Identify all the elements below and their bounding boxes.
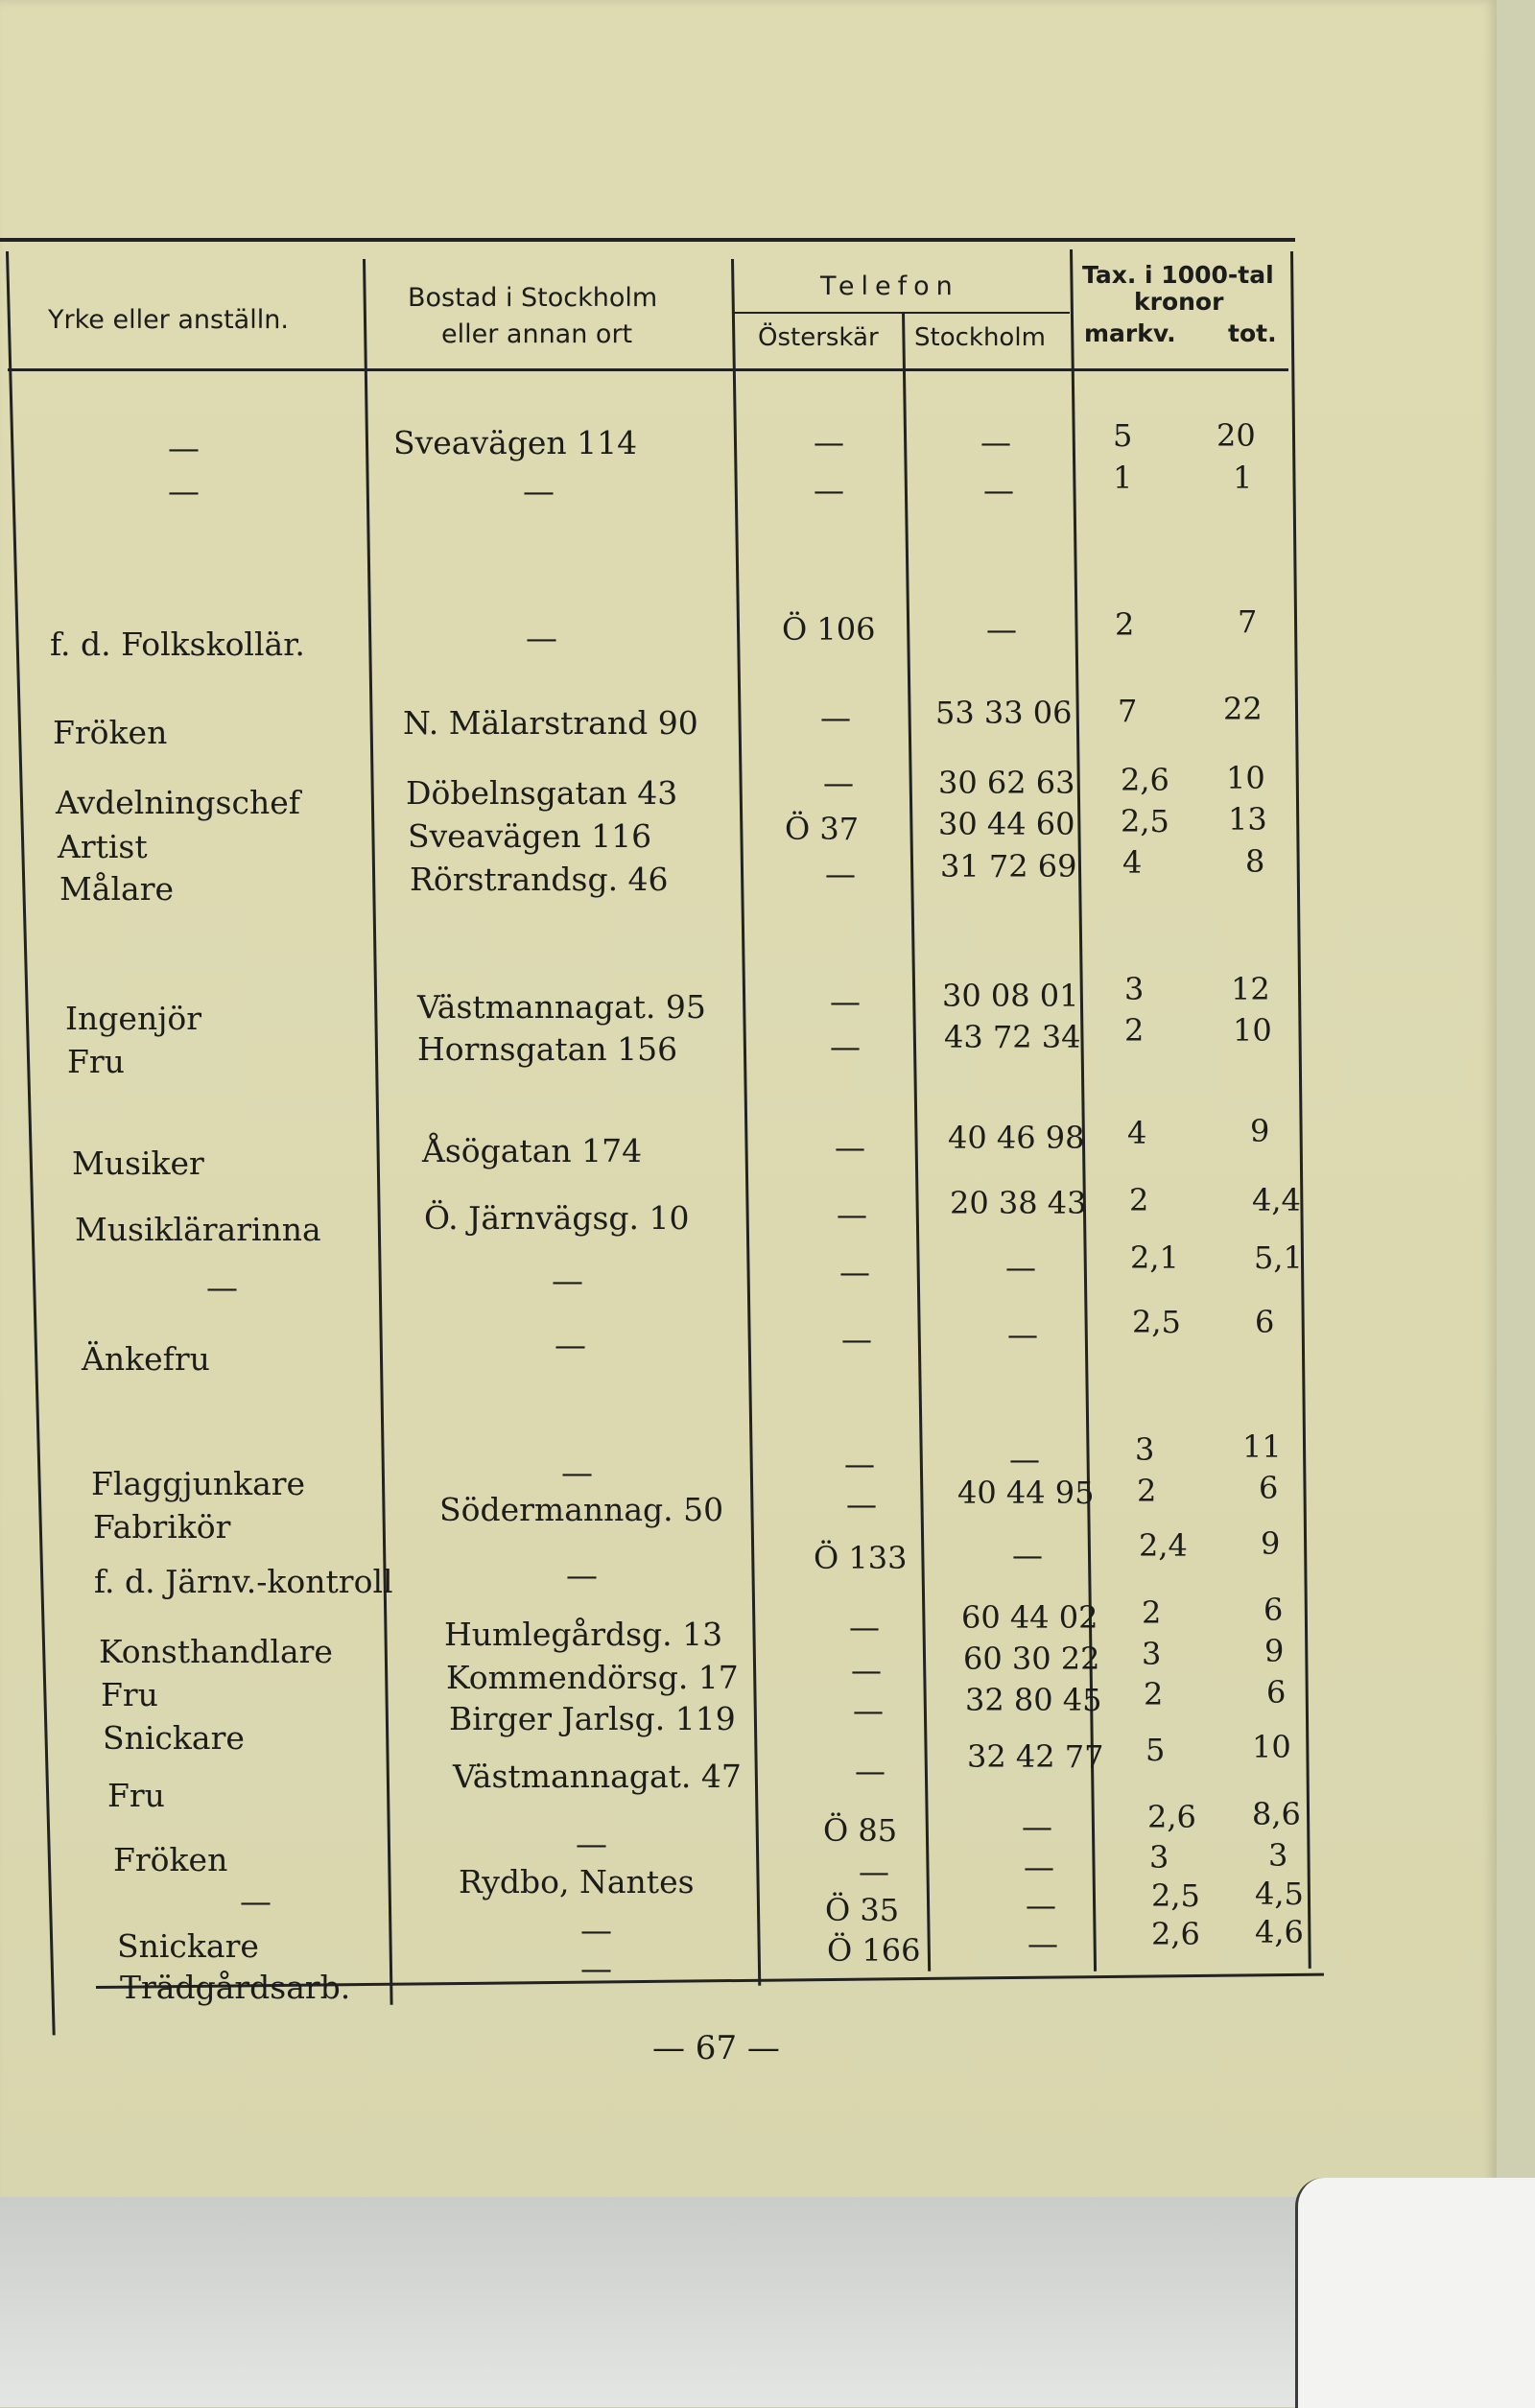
row-13-bostad: — (555, 1326, 586, 1363)
row-7-tot: 8 (1245, 843, 1265, 880)
row-17-markv: 2 (1142, 1594, 1162, 1631)
row-13-stockholm: — (1007, 1316, 1038, 1353)
row-18-tot: 9 (1264, 1633, 1285, 1669)
row-11-tot: 4,4 (1252, 1182, 1301, 1218)
row-2-bostad: — (523, 472, 555, 509)
row-21-tot: 8,6 (1252, 1796, 1301, 1832)
page-number: — 67 — (652, 2029, 780, 2067)
row-22-tot: 3 (1268, 1837, 1288, 1874)
row-20-osterskar: — (855, 1753, 886, 1789)
row-23-yrke: Snickare (117, 1927, 259, 1965)
header-tot: tot. (1228, 319, 1277, 347)
row-15-yrke: Fabrikör (93, 1508, 231, 1546)
row-4-yrke: Fröken (53, 714, 168, 751)
row-23-osterskar: Ö 35 (825, 1892, 900, 1928)
row-15-stockholm: 40 44 95 (957, 1475, 1095, 1511)
row-13-markv: 2,5 (1132, 1304, 1181, 1340)
row-8-osterskar: — (830, 983, 861, 1020)
row-17-osterskar: — (849, 1609, 880, 1645)
header-kronor: kronor (1134, 288, 1224, 316)
header-osterskar: Österskär (758, 323, 879, 352)
row-23-markv: 2,5 (1151, 1877, 1200, 1914)
row-18-osterskar: — (851, 1652, 882, 1688)
row-16-stockholm: — (1012, 1537, 1043, 1573)
row-24-osterskar: Ö 166 (827, 1932, 921, 1969)
row-12-osterskar: — (839, 1254, 870, 1290)
next-page-corner (1295, 2178, 1535, 2408)
row-1-stockholm: — (980, 424, 1011, 460)
row-10-stockholm: 40 46 98 (948, 1120, 1085, 1156)
row-22-bostad: Rydbo, Nantes (459, 1863, 695, 1900)
row-1-tot: 20 (1216, 417, 1256, 454)
row-4-markv: 7 (1118, 693, 1138, 729)
row-16-bostad: — (566, 1556, 598, 1594)
row-5-stockholm: 30 62 63 (938, 765, 1075, 801)
row-4-osterskar: — (820, 699, 851, 736)
header-bottom-rule (8, 368, 1288, 371)
row-8-tot: 12 (1231, 971, 1270, 1007)
row-22-osterskar: — (859, 1853, 889, 1890)
row-8-markv: 3 (1124, 971, 1145, 1007)
header-bostad-line2: eller annan ort (441, 319, 633, 349)
row-19-yrke: Snickare (103, 1719, 245, 1757)
row-21-bostad: — (576, 1825, 607, 1862)
row-3-yrke: f. d. Folkskollär. (50, 626, 305, 663)
row-13-yrke: Änkefru (82, 1340, 210, 1378)
header-stockholm: Stockholm (914, 323, 1046, 352)
row-1-osterskar: — (814, 424, 844, 460)
row-2-stockholm: — (983, 472, 1014, 508)
row-1-yrke: — (168, 429, 200, 466)
row-24-stockholm: — (1027, 1925, 1058, 1962)
row-2-osterskar: — (814, 472, 844, 508)
row-4-bostad: N. Mälarstrand 90 (403, 704, 698, 742)
row-7-osterskar: — (825, 856, 856, 892)
row-18-markv: 3 (1142, 1636, 1162, 1672)
row-10-osterskar: — (835, 1129, 865, 1166)
row-19-bostad: Birger Jarlsg. 119 (449, 1700, 736, 1737)
row-1-markv: 5 (1113, 417, 1133, 454)
header-yrke: Yrke eller anställn. (48, 305, 289, 335)
row-9-yrke: Fru (67, 1043, 125, 1080)
row-15-markv: 2 (1137, 1473, 1157, 1509)
row-22-yrke: — (240, 1882, 272, 1920)
row-17-stockholm: 60 44 02 (961, 1599, 1098, 1636)
row-16-yrke: f. d. Järnv.-kontroll (94, 1563, 393, 1600)
row-5-tot: 10 (1226, 760, 1265, 796)
row-14-tot: 11 (1242, 1428, 1282, 1465)
row-22-markv: 3 (1149, 1839, 1169, 1876)
row-20-tot: 10 (1252, 1729, 1291, 1765)
row-3-bostad: — (526, 619, 557, 656)
row-19-osterskar: — (853, 1692, 884, 1729)
row-11-stockholm: 20 38 43 (950, 1185, 1087, 1221)
row-19-tot: 6 (1266, 1674, 1287, 1711)
row-3-tot: 7 (1238, 603, 1258, 640)
row-2-tot: 1 (1233, 460, 1253, 496)
row-5-osterskar: — (823, 765, 854, 801)
row-14-stockholm: — (1009, 1441, 1040, 1477)
row-9-osterskar: — (830, 1028, 861, 1065)
row-21-markv: 2,6 (1147, 1799, 1196, 1835)
row-21-yrke: Fröken (113, 1841, 228, 1878)
row-9-bostad: Hornsgatan 156 (417, 1030, 678, 1068)
row-6-stockholm: 30 44 60 (938, 806, 1075, 842)
row-8-stockholm: 30 08 01 (942, 978, 1079, 1014)
row-7-stockholm: 31 72 69 (940, 848, 1077, 885)
row-6-yrke: Artist (58, 828, 148, 865)
row-5-yrke: Avdelningschef (56, 784, 300, 821)
row-21-osterskar: Ö 85 (823, 1812, 898, 1849)
row-8-bostad: Västmannagat. 95 (417, 988, 706, 1026)
row-16-markv: 2,4 (1139, 1527, 1188, 1564)
row-23-bostad: — (580, 1911, 612, 1948)
row-11-bostad: Ö. Järnvägsg. 10 (424, 1199, 690, 1237)
row-13-osterskar: — (841, 1321, 872, 1357)
row-20-stockholm: 32 42 77 (967, 1738, 1104, 1775)
row-18-stockholm: 60 30 22 (963, 1641, 1100, 1677)
row-4-tot: 22 (1223, 691, 1263, 727)
header-tax: Tax. i 1000-tal (1082, 261, 1274, 289)
row-14-markv: 3 (1135, 1431, 1155, 1468)
row-2-yrke: — (168, 472, 200, 509)
table-top-rule (0, 238, 1295, 242)
row-18-bostad: Kommendörsg. 17 (446, 1659, 739, 1696)
row-24-bostad: — (580, 1949, 612, 1987)
header-bostad-line1: Bostad i Stockholm (408, 283, 658, 313)
row-8-yrke: Ingenjör (65, 1000, 202, 1037)
row-23-stockholm: — (1026, 1887, 1056, 1924)
row-7-markv: 4 (1122, 844, 1143, 881)
row-17-tot: 6 (1263, 1592, 1284, 1628)
row-15-tot: 6 (1259, 1470, 1279, 1506)
row-11-yrke: Musiklärarinna (75, 1211, 321, 1248)
row-3-osterskar: Ö 106 (782, 611, 876, 648)
header-telefon: Telefon (820, 271, 959, 301)
row-10-markv: 4 (1127, 1115, 1147, 1151)
row-12-yrke: — (206, 1268, 238, 1306)
row-15-osterskar: — (846, 1486, 877, 1523)
row-17-yrke: Konsthandlare (99, 1633, 333, 1670)
row-12-markv: 2,1 (1130, 1239, 1179, 1276)
row-23-tot: 4,5 (1255, 1876, 1304, 1912)
row-1-bostad: Sveavägen 114 (393, 424, 638, 461)
row-12-tot: 5,1 (1254, 1239, 1303, 1276)
row-14-yrke: Flaggjunkare (91, 1465, 306, 1502)
row-10-tot: 9 (1250, 1113, 1270, 1149)
row-10-yrke: Musiker (72, 1145, 204, 1182)
row-14-bostad: — (561, 1453, 593, 1491)
row-20-yrke: Fru (107, 1777, 165, 1814)
row-7-yrke: Målare (59, 870, 174, 908)
row-13-tot: 6 (1255, 1304, 1275, 1340)
row-4-stockholm: 53 33 06 (935, 695, 1073, 731)
row-20-bostad: Västmannagat. 47 (453, 1758, 742, 1795)
row-6-bostad: Sveavägen 116 (408, 817, 652, 855)
header-markv: markv. (1084, 319, 1176, 347)
row-6-markv: 2,5 (1121, 803, 1169, 839)
row-7-bostad: Rörstrandsg. 46 (410, 861, 669, 898)
row-15-bostad: Södermannag. 50 (439, 1491, 724, 1528)
row-6-tot: 13 (1228, 801, 1267, 838)
row-12-bostad: — (552, 1262, 583, 1299)
row-19-stockholm: 32 80 45 (965, 1682, 1102, 1718)
row-9-stockholm: 43 72 34 (944, 1019, 1081, 1055)
row-11-osterskar: — (837, 1196, 867, 1233)
row-24-yrke: Trädgårdsarb. (120, 1969, 351, 2006)
row-16-tot: 9 (1261, 1525, 1281, 1562)
row-5-bostad: Döbelnsgatan 43 (406, 774, 678, 812)
row-20-markv: 5 (1145, 1732, 1166, 1768)
row-14-osterskar: — (844, 1446, 875, 1482)
row-3-markv: 2 (1115, 606, 1135, 643)
row-3-stockholm: — (986, 611, 1017, 648)
row-21-stockholm: — (1022, 1808, 1052, 1845)
row-6-osterskar: Ö 37 (785, 811, 860, 847)
row-9-markv: 2 (1124, 1012, 1145, 1049)
row-19-markv: 2 (1144, 1676, 1164, 1712)
row-9-tot: 10 (1233, 1012, 1272, 1049)
row-18-yrke: Fru (101, 1676, 158, 1713)
row-11-markv: 2 (1129, 1182, 1149, 1218)
row-24-tot: 4,6 (1255, 1914, 1304, 1950)
row-5-markv: 2,6 (1121, 762, 1169, 798)
row-16-osterskar: Ö 133 (814, 1540, 908, 1576)
row-10-bostad: Åsögatan 174 (422, 1132, 643, 1169)
row-2-markv: 1 (1113, 460, 1133, 496)
row-24-markv: 2,6 (1151, 1916, 1200, 1952)
row-22-stockholm: — (1024, 1849, 1054, 1885)
row-17-bostad: Humlegårdsg. 13 (444, 1616, 723, 1653)
row-12-stockholm: — (1005, 1249, 1036, 1286)
